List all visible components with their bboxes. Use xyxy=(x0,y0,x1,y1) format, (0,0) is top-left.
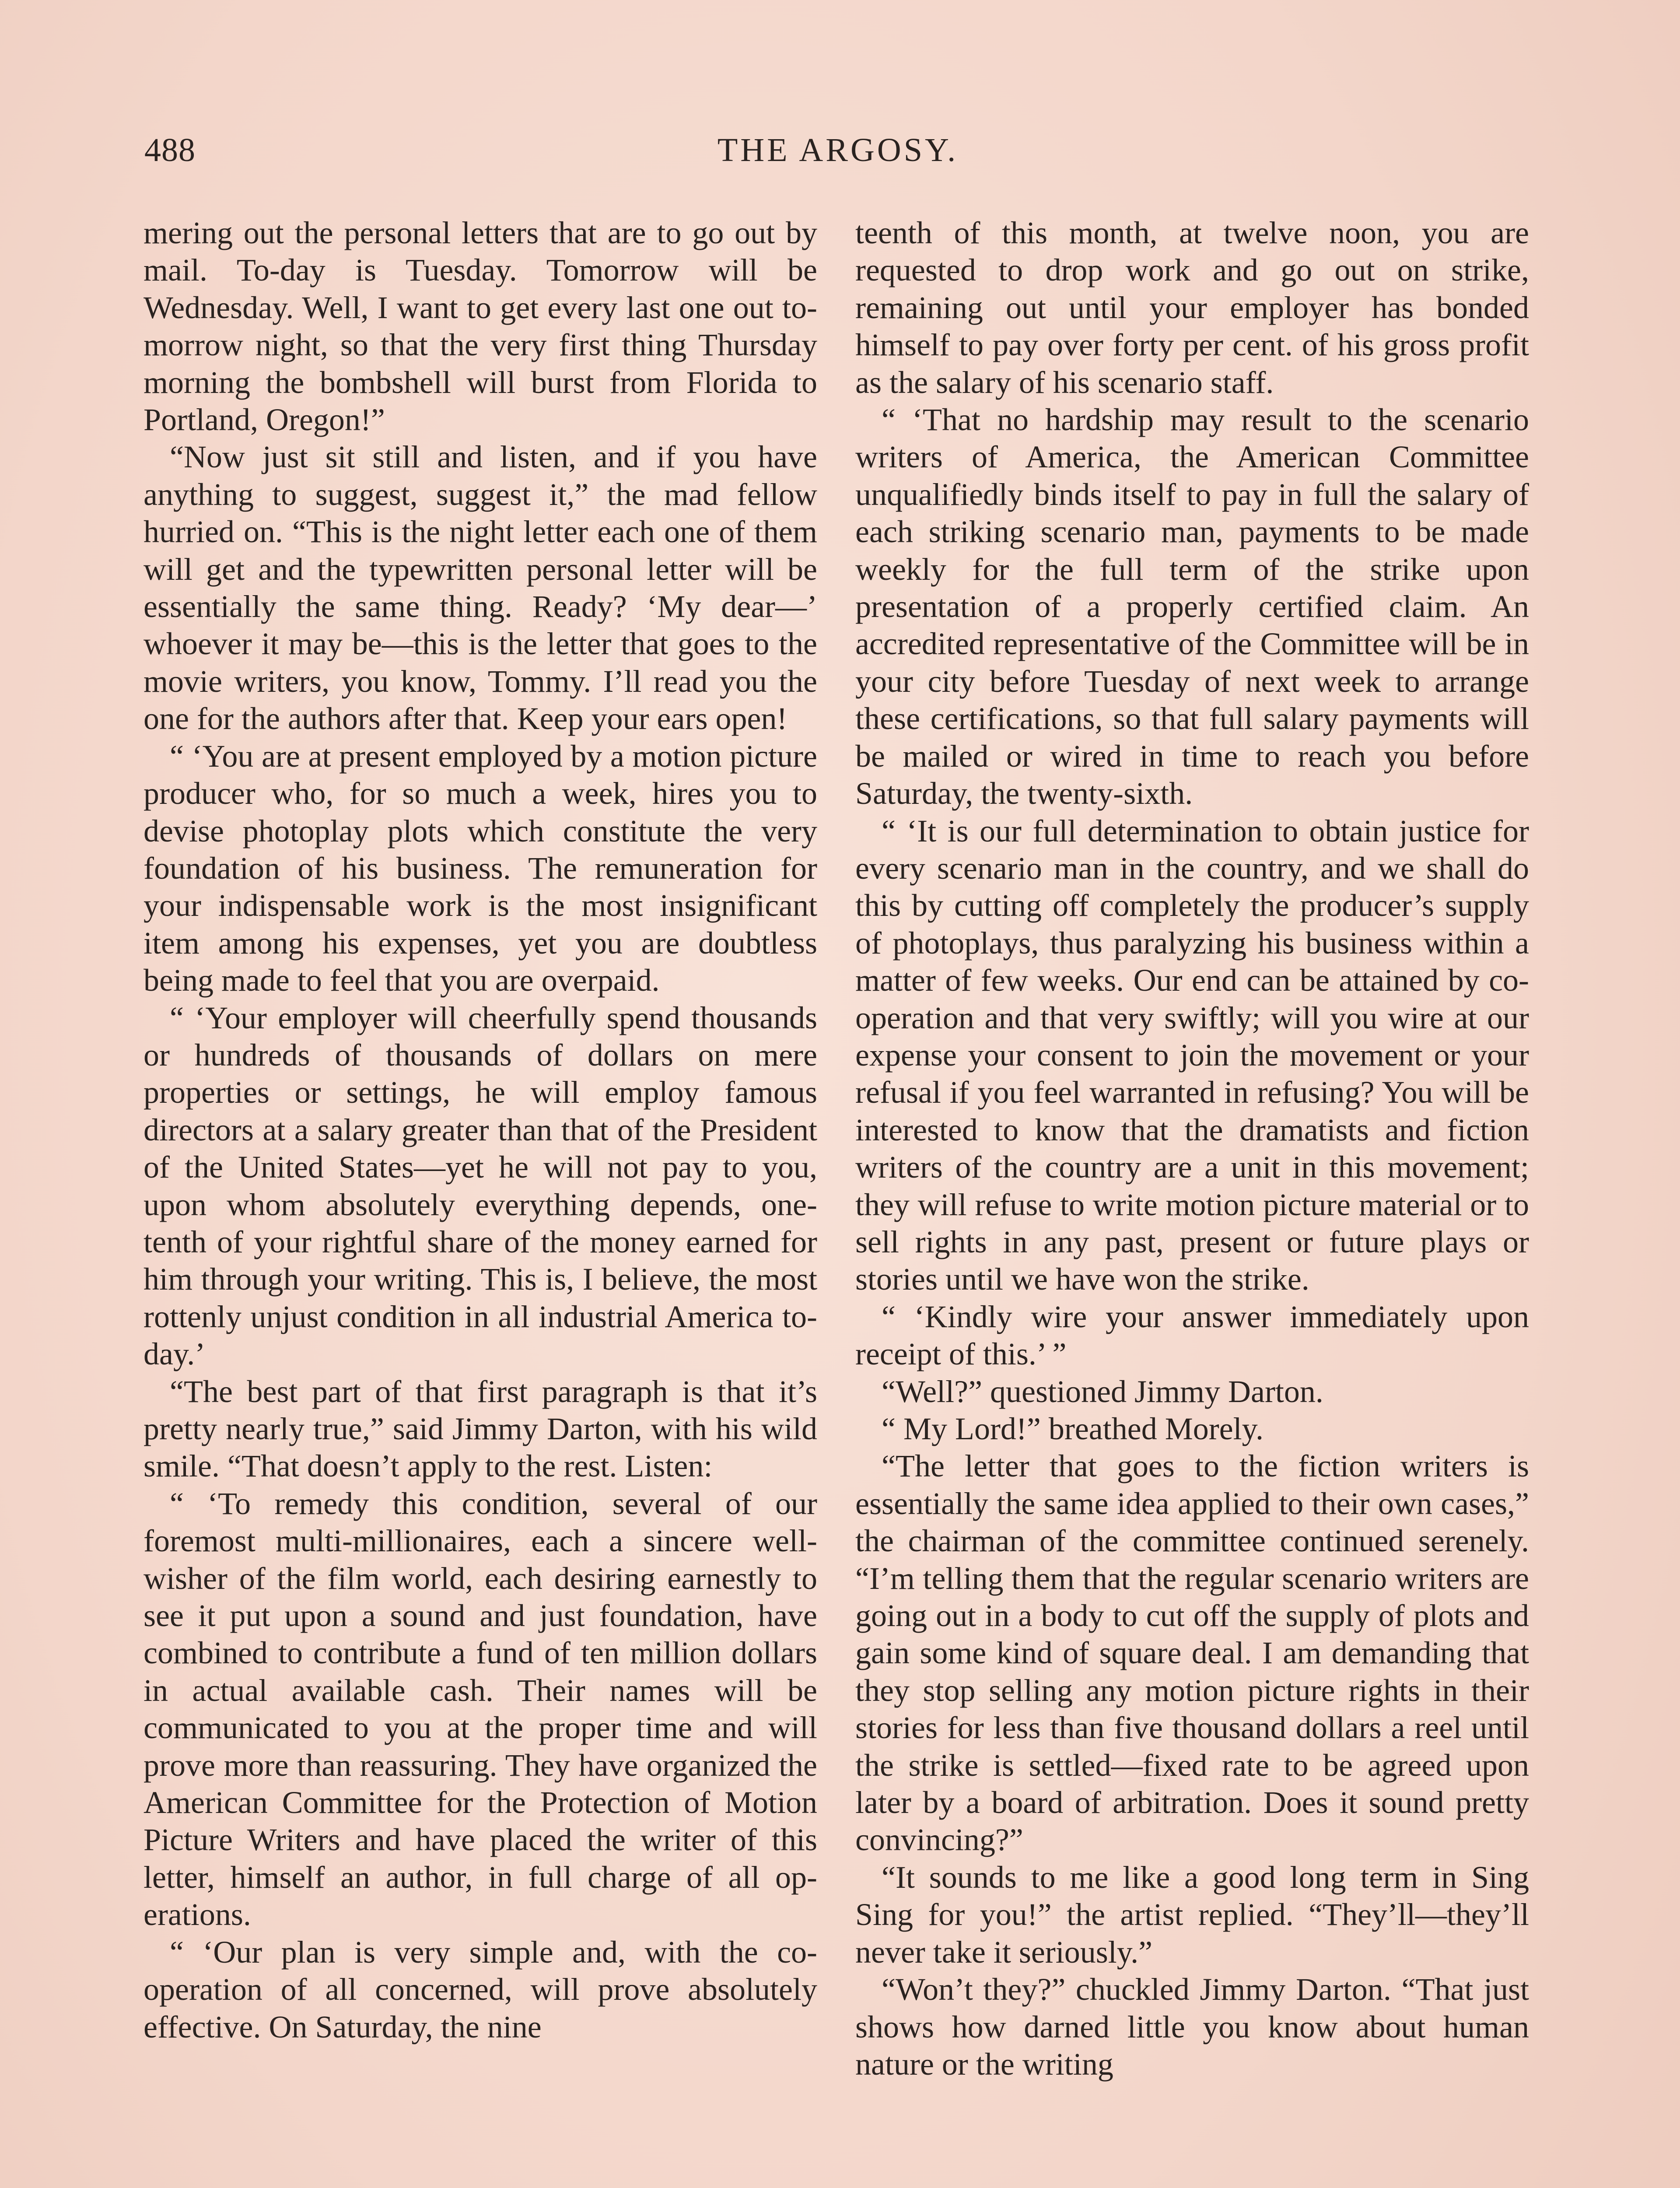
running-title: THE ARGOSY. xyxy=(717,132,959,168)
paragraph: “Now just sit still and listen, and if you have anything to suggest, suggest it,” the mad fellow hurried on. “This is the night letter each one of them will get and the typewritten personal letter will be essentially the same thing. Ready? ‘My dear—’ whoever it may be—this is the letter that goes to the movie writers, you know, Tommy. I’ll read you the one for the authors after that. Keep your ears open! xyxy=(144,439,817,736)
paragraph: mering out the personal letters that are to go out by mail. To-day is Tuesday. Tomorrow will be Wednesday. Well, I want to get every last one out to-morrow night, so that the very first thing Thursday morning the bombshell will burst from Florida to Portland, Oregon!” xyxy=(144,215,817,438)
paragraph: “Won’t they?” chuckled Jimmy Darton. “That just shows how darned little you know about human nature or the writing xyxy=(855,1972,1529,2082)
paragraph: “ My Lord!” breathed Morely. xyxy=(882,1411,1264,1446)
paragraph: “ ‘You are at present employed by a motion picture producer who, for so much a week, hires you to devise photoplay plots which constitute the very foundation of his business. The remuneration for your indispensable work is the most insignificant item among his expenses, yet you are doubtless being made to feel that you are overpaid. xyxy=(144,738,817,998)
right-column xyxy=(855,214,1529,2083)
paragraph: “ ‘Kindly wire your answer immediately upon receipt of this.’ ” xyxy=(855,1299,1529,1372)
page-number: 488 xyxy=(144,132,196,168)
paragraph: “ ‘That no hardship may result to the scenario writers of America, the American Committee unqualifiedly binds itself to pay in full the salary of each striking scenario man, payments to be made weekly for the full term of the strike upon presentation of a properly certified claim. An accredited representative of the Committee will be in your city before Tuesday of next week to arrange these certifications, so that full salary payments will be mailed or wired in time to reach you before Saturday, the twenty-sixth. xyxy=(855,402,1529,811)
paragraph: teenth of this month, at twelve noon, you are requested to drop work and go out on strike, remaining out until your employer has bonded himself to pay over forty per cent. of his gross profit as the salary of his scenario staff. xyxy=(855,215,1529,400)
paragraph: “Well?” questioned Jimmy Darton. xyxy=(882,1374,1323,1409)
paragraph: “ ‘Our plan is very simple and, with the co-operation of all concerned, will prove absolutely effective. On Saturday, the nine xyxy=(144,1934,817,2044)
paragraph: “It sounds to me like a good long term in Sing Sing for you!” the artist replied. “They’ll—they’ll never take it seriously.” xyxy=(855,1859,1529,1970)
paragraph: “ ‘It is our full determination to obtain justice for every scenario man in the country, and we shall do this by cutting off completely the producer’s supply of photoplays, thus paralyzing his business within a matter of few weeks. Our end can be attained by co-operation and that very swiftly; will you wire at our expense your consent to join the movement or your refusal if you feel warranted in refusing? You will be interested to know that the dramatists and fiction writers of the country are a unit in this movement; they will refuse to write motion picture material or to sell rights in any past, present or future plays or stories until we have won the strike. xyxy=(855,813,1529,1297)
paragraph: “The letter that goes to the fiction writers is essentially the same idea applied to their own cases,” the chairman of the committee continued serenely. “I’m telling them that the regular scenario writers are going out in a body to cut off the supply of plots and gain some kind of square deal. I am demanding that they stop selling any motion picture rights in their stories for less than five thousand dollars a reel until the strike is settled—fixed rate to be agreed upon later by a board of arbitration. Does it sound pretty convincing?” xyxy=(855,1448,1529,1858)
left-column xyxy=(144,214,817,2046)
paragraph: “ ‘Your employer will cheerfully spend thousands or hundreds of thousands of dollars on mere properties or settings, he will employ famous directors at a salary greater than that of the President of the United States—yet he will not pay to you, upon whom absolutely everything depends, one-tenth of your rightful share of the money earned for him through your writing. This is, I believe, the most rottenly unjust condition in all industrial America to-day.’ xyxy=(144,1000,817,1372)
paragraph: “ ‘To remedy this condition, several of our foremost multi-millionaires, each a sincere well-wisher of the film world, each desiring earnestly to see it put upon a sound and just foundation, have combined to contribute a fund of ten million dollars in actual available cash. Their names will be communicated to you at the proper time and will prove more than reassuring. They have organized the American Committee for the Protection of Motion Picture Writers and have placed the writer of this letter, himself an author, in full charge of all operations. xyxy=(144,1486,817,1932)
paragraph: “The best part of that first paragraph is that it’s pretty nearly true,” said Jimmy Darton, with his wild smile. “That doesn’t apply to the rest. Listen: xyxy=(144,1374,817,1484)
page-header xyxy=(144,131,1531,179)
